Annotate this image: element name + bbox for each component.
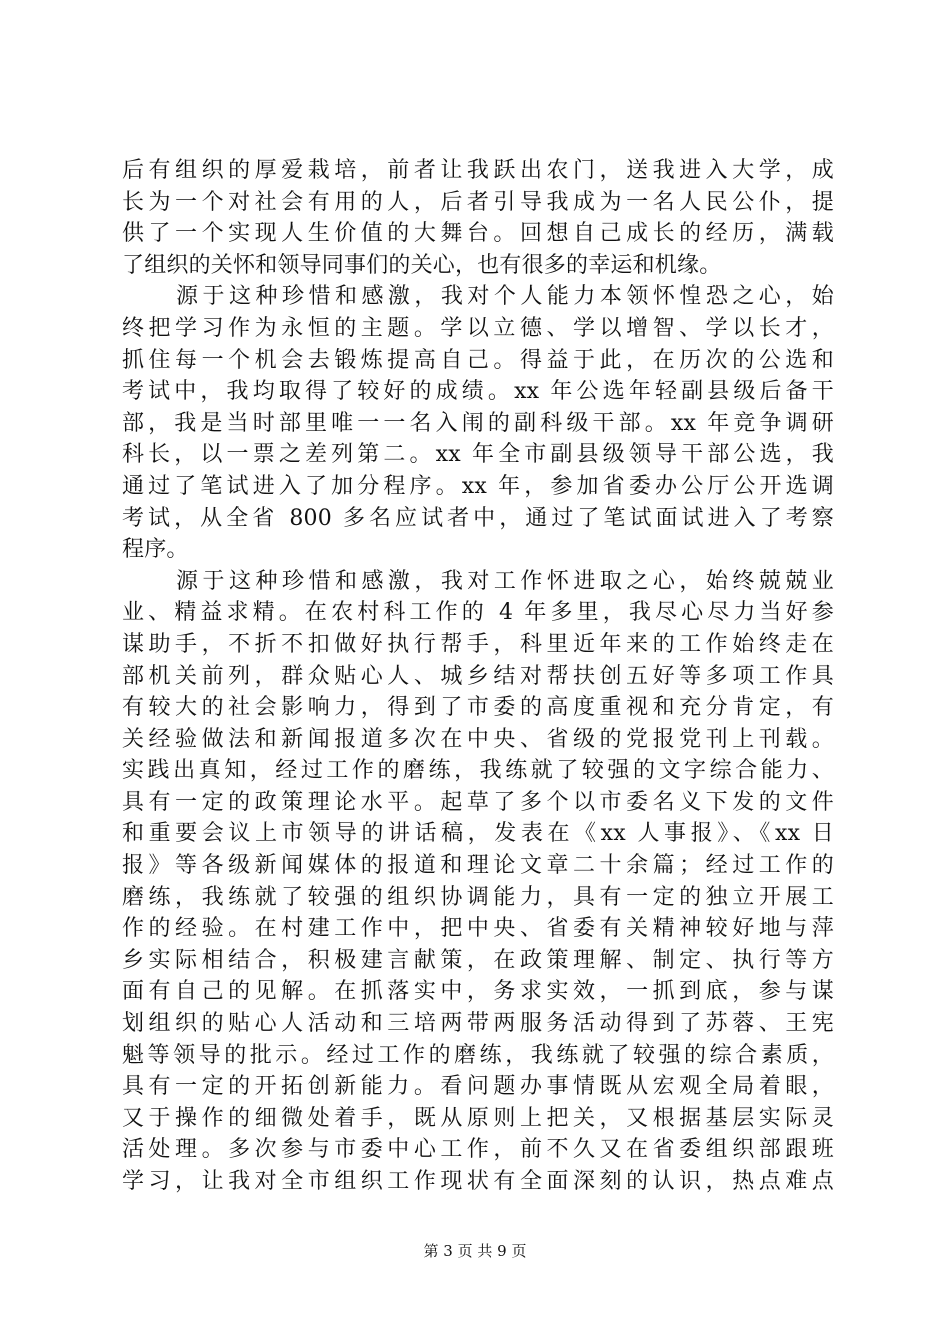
text-line: 部机关前列，群众贴心人、城乡结对帮扶创五好等多项工作具 <box>122 663 834 689</box>
text-line: 面有自己的见解。在抓落实中，务求实效，一抓到底，参与谋 <box>122 979 834 1005</box>
text-line: 源于这种珍惜和感激，我对工作怀进取之心，始终兢兢业 <box>176 568 834 594</box>
text-line: 长为一个对社会有用的人，后者引导我成为一名人民公仆，提 <box>122 189 834 215</box>
text-line: 又于操作的细微处着手，既从原则上把关，又根据基层实际灵 <box>122 1105 834 1131</box>
text-line: 实践出真知，经过工作的磨练，我练就了较强的文字综合能力、 <box>122 758 834 784</box>
text-line: 考试，从全省 800 多名应试者中，通过了笔试面试进入了考察 <box>122 505 834 531</box>
text-line: 后有组织的厚爱栽培，前者让我跃出农门，送我进入大学，成 <box>122 158 834 183</box>
text-line: 有较大的社会影响力，得到了市委的高度重视和充分肯定，有 <box>122 695 834 721</box>
text-line: 程序。 <box>122 537 189 563</box>
text-line: 磨练，我练就了较强的组织协调能力，具有一定的独立开展工 <box>122 884 834 910</box>
text-line: 划组织的贴心人活动和三培两带两服务活动得到了苏蓉、王宪 <box>122 1011 834 1037</box>
text-line: 学习，让我对全市组织工作现状有全面深刻的认识，热点难点 <box>122 1169 834 1194</box>
text-line: 科长，以一票之差列第二。xx 年全市副县级领导干部公选，我 <box>122 442 834 468</box>
text-line: 考试中，我均取得了较好的成绩。xx 年公选年轻副县级后备干 <box>122 379 834 405</box>
body-text <box>122 155 834 1198</box>
text-line: 魁等领导的批示。经过工作的磨练，我练就了较强的综合素质， <box>122 1042 834 1068</box>
text-line: 和重要会议上市领导的讲话稿，发表在《xx 人事报》、《xx 日 <box>122 821 834 847</box>
text-line: 抓住每一个机会去锻炼提高自己。得益于此，在历次的公选和 <box>122 347 834 373</box>
text-line: 部，我是当时部里唯一一名入闱的副科级干部。xx 年竞争调研 <box>122 410 834 436</box>
text-line: 终把学习作为永恒的主题。学以立德、学以增智、学以长才， <box>122 315 834 341</box>
text-line: 具有一定的开拓创新能力。看问题办事情既从宏观全局着眼， <box>122 1074 834 1100</box>
text-line: 乡实际相结合，积极建言献策，在政策理解、制定、执行等方 <box>122 947 834 973</box>
text-line: 报》等各级新闻媒体的报道和理论文章二十余篇；经过工作的 <box>122 853 834 879</box>
text-line: 供了一个实现人生价值的大舞台。回想自己成长的经历，满载 <box>122 221 834 247</box>
text-line: 关经验做法和新闻报道多次在中央、省级的党报党刊上刊载。 <box>122 726 834 752</box>
text-line: 业、精益求精。在农村科工作的 4 年多里，我尽心尽力当好参 <box>122 600 834 626</box>
text-line: 具有一定的政策理论水平。起草了多个以市委名义下发的文件 <box>122 789 834 815</box>
text-line: 通过了笔试进入了加分程序。xx 年，参加省委办公厅公开选调 <box>122 473 834 499</box>
text-line: 谋助手，不折不扣做好执行帮手，科里近年来的工作始终走在 <box>122 631 834 657</box>
text-line: 源于这种珍惜和感激，我对个人能力本领怀惶恐之心，始 <box>176 284 834 310</box>
text-line: 作的经验。在村建工作中，把中央、省委有关精神较好地与萍 <box>122 916 834 942</box>
text-line: 活处理。多次参与市委中心工作，前不久又在省委组织部跟班 <box>122 1137 834 1163</box>
text-line: 了组织的关怀和领导同事们的关心，也有很多的幸运和机缘。 <box>122 252 722 278</box>
page-footer: 第 3 页 共 9 页 <box>423 1242 527 1260</box>
